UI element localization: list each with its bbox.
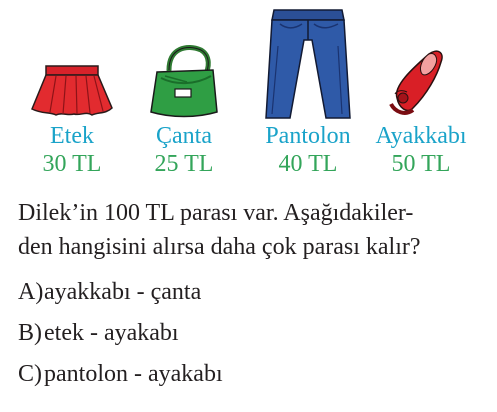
item-label-etek: Etek xyxy=(50,123,94,149)
item-label-ayakkabi: Ayakkabı xyxy=(375,123,467,149)
option-a-text: ayakkabı - çanta xyxy=(44,279,202,305)
item-price-ayakkabi: 50 TL xyxy=(391,151,451,177)
trousers-icon xyxy=(262,6,354,127)
bag-icon xyxy=(147,42,221,127)
item-label-pantolon: Pantolon xyxy=(265,123,351,149)
question-line-2: den hangisini alırsa daha çok parası kalır? xyxy=(18,234,421,260)
option-b-letter: B) xyxy=(18,320,42,346)
question-line-1: Dilek’in 100 TL parası var. Aşağıdakiler- xyxy=(18,200,414,226)
item-label-canta: Çanta xyxy=(156,123,212,149)
option-a-letter: A) xyxy=(18,279,44,305)
option-b[interactable] xyxy=(18,318,179,348)
shoe-icon xyxy=(383,46,453,123)
option-c-letter: C) xyxy=(18,361,42,387)
skirt-icon xyxy=(28,62,116,123)
option-c-text: pantolon - ayakabı xyxy=(44,361,223,387)
item-price-canta: 25 TL xyxy=(154,151,214,177)
item-price-etek: 30 TL xyxy=(42,151,102,177)
option-c[interactable] xyxy=(18,359,223,389)
item-price-pantolon: 40 TL xyxy=(278,151,338,177)
question-text xyxy=(18,196,488,264)
option-b-text: etek - ayakabı xyxy=(44,320,179,346)
option-a[interactable] xyxy=(18,277,201,307)
